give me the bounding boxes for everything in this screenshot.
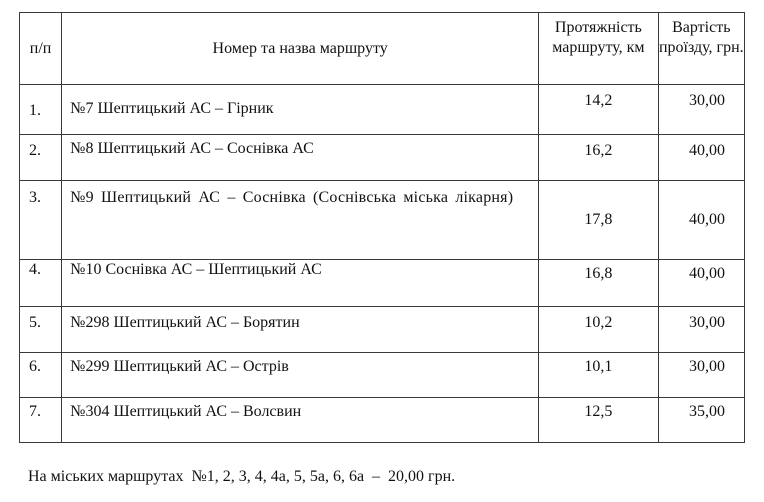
row-route-length: 10,1 (539, 353, 658, 398)
routes-table (19, 12, 745, 443)
table-row (20, 85, 745, 135)
row-route-name: №299 Шептицький АС – Острів (62, 353, 539, 398)
row-route-name: №304 Шептицький АС – Волсвин (62, 398, 539, 443)
row-route-length: 12,5 (539, 398, 658, 443)
table-row (20, 353, 745, 398)
row-route-name: №7 Шептицький АС – Гірник (62, 85, 539, 135)
table-row (20, 135, 745, 181)
row-number: 1. (20, 85, 62, 135)
row-route-length: 10,2 (539, 307, 658, 353)
row-fare: 35,00 (658, 398, 744, 443)
row-fare: 40,00 (658, 260, 744, 307)
row-route-length: 17,8 (539, 181, 658, 260)
row-fare: 40,00 (658, 181, 744, 260)
header-fare: Вартість проїзду, грн. (658, 13, 744, 85)
row-fare: 40,00 (658, 135, 744, 181)
row-route-length: 14,2 (539, 85, 658, 135)
table-row (20, 398, 745, 443)
header-route-name: Номер та назва маршруту (62, 13, 539, 85)
row-fare: 30,00 (658, 307, 744, 353)
table-row (20, 181, 745, 260)
row-fare: 30,00 (658, 85, 744, 135)
header-route-length: Протяжність маршруту, км (539, 13, 658, 85)
table-header-row (20, 13, 745, 85)
row-number: 7. (20, 398, 62, 443)
row-number: 4. (20, 260, 62, 307)
table-row (20, 260, 745, 307)
row-route-name: №8 Шептицький АС – Соснівка АС (62, 135, 539, 181)
row-number: 6. (20, 353, 62, 398)
row-route-name: №10 Соснівка АС – Шептицький АС (62, 260, 539, 307)
row-number: 2. (20, 135, 62, 181)
table-row (20, 307, 745, 353)
row-route-name: №9 Шептицький АС – Соснівка (Соснівська міська лікарня) (62, 181, 539, 260)
row-route-length: 16,2 (539, 135, 658, 181)
row-number: 3. (20, 181, 62, 260)
row-fare: 30,00 (658, 353, 744, 398)
header-number: п/п (20, 13, 62, 85)
row-number: 5. (20, 307, 62, 353)
city-routes-fare-note: На міських маршрутах №1, 2, 3, 4, 4а, 5, 5а, 6, 6а – 20,00 грн. (28, 468, 456, 485)
row-route-length: 16,8 (539, 260, 658, 307)
row-route-name: №298 Шептицький АС – Борятин (62, 307, 539, 353)
